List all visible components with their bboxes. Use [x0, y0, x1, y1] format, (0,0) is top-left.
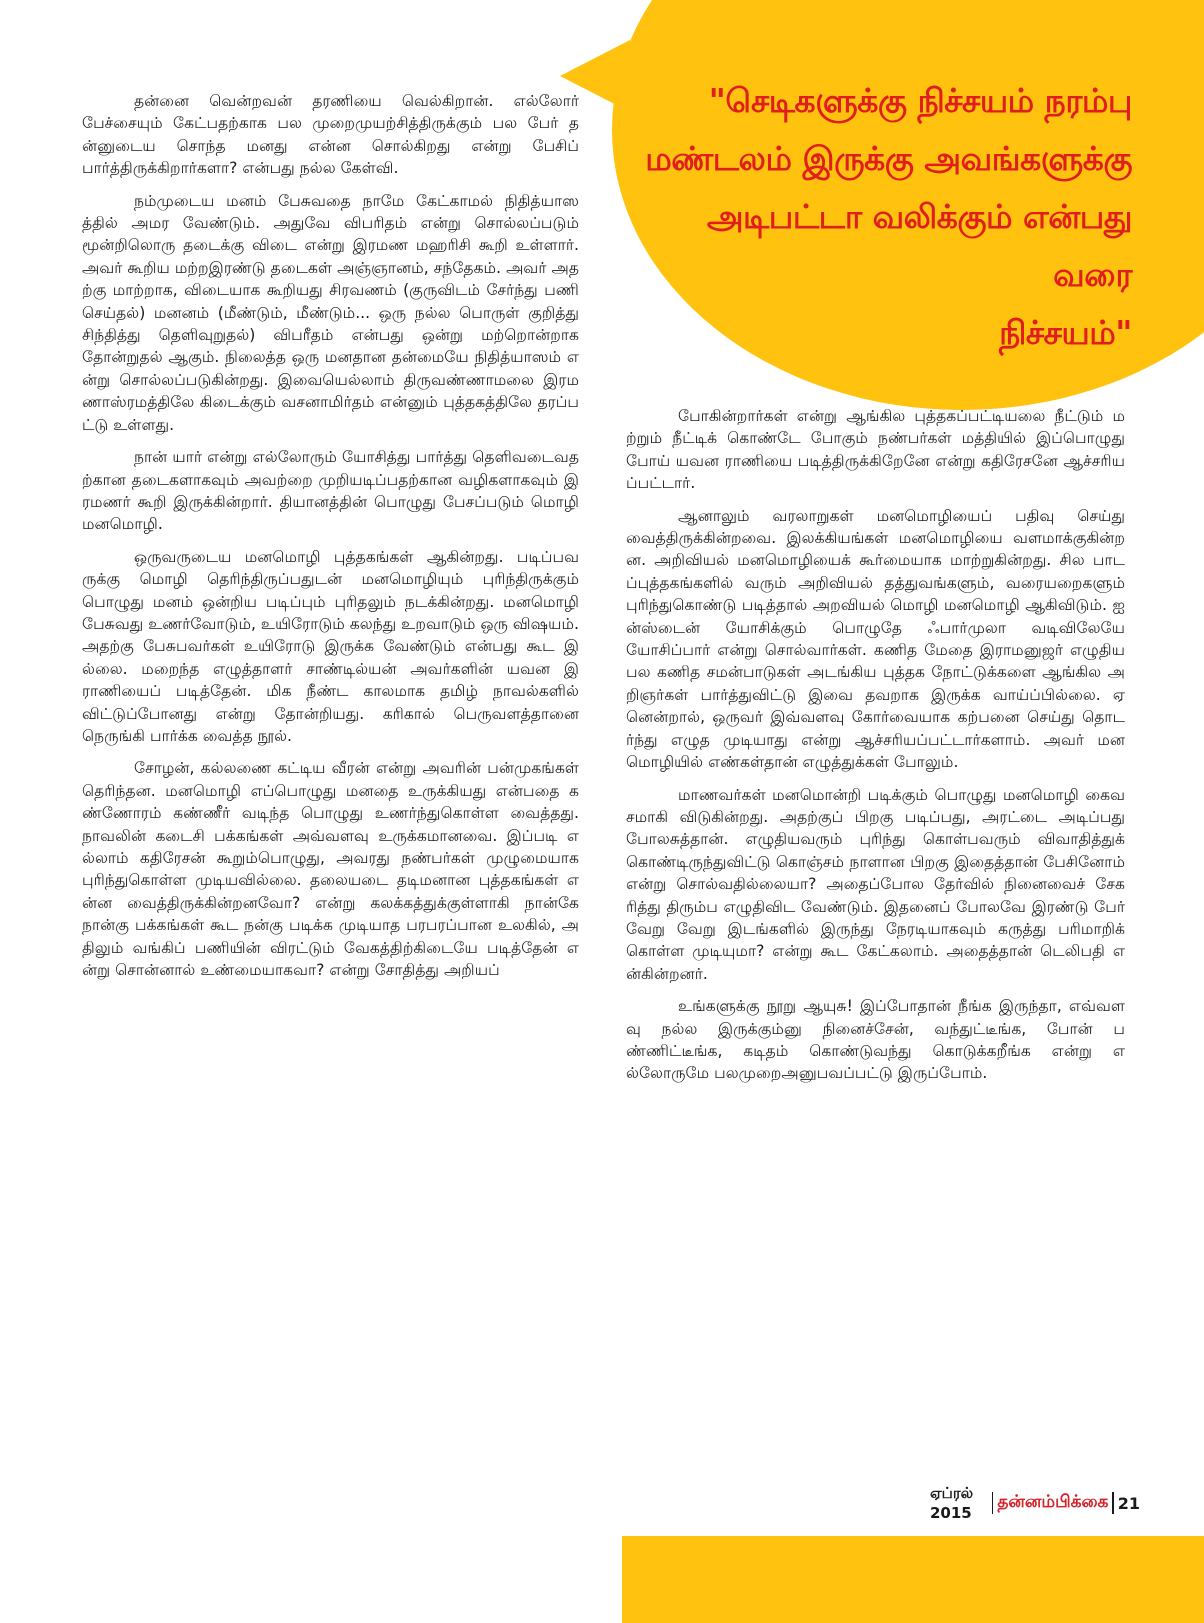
right-column [626, 405, 1125, 1095]
magazine-name: தன்னம்பிக்கை [997, 1492, 1109, 1512]
footer-divider [992, 1492, 993, 1514]
paragraph: உங்களுக்கு நூறு ஆயுசு! இப்போதான் நீங்க இருந்தா, எவ்வளவு நல்ல இருக்கும்னு நினைச்சேன், வந்துட்டீங்க, போன் பண்ணிட்டீங்க, கடிதம் கொண்டுவந்து கொடுக்கறீங்க என்று எல்லோருமே பலமுறைஅனுபவப்பட்டு இருப்போம். [626, 997, 1125, 1083]
pull-quote-line: "செடிகளுக்கு நிச்சயம் நரம்பு [708, 81, 1132, 120]
paragraph: நான் யார் என்று எல்லோரும் யோசித்து பார்த்து தெளிவடைவதற்கான தடைகளாகவும் அவற்றை முறியடிப்பதற்கான வழிகளாகவும் இரமணர் கூறி இருக்கின்றார். தியானத்தின் பொழுது பேசப்படும் மொழி மனமொழி. [82, 448, 579, 534]
paragraph: போகின்றார்கள் என்று ஆங்கில புத்தகப்பட்டியலை நீட்டும் மற்றும் நீட்டிக் கொண்டே போகும் நண்பர்கள் மத்தியில் இப்பொழுது போய் யவன ராணியை படித்திருக்கிறேனே என்று கதிரேசனே ஆச்சரியப்பட்டார். [626, 407, 1125, 493]
paragraph: ஒருவருடைய மனமொழி புத்தகங்கள் ஆகின்றது. படிப்பவருக்கு மொழி தெரிந்திருப்பதுடன் மனமொழியும் புரிந்திருக்கும் பொழுது மனம் ஒன்றிய படிப்பும் புரிதலும் நடக்கின்றது. மனமொழி பேசுவது உணர்வோடும், உயிரோடும் கலந்து உறவாடும் ஒரு விஷயம். அதற்கு பேசுபவர்கள் உயிரோடு இருக்க வேண்டும் என்பது கூட இல்லை. மறைந்த எழுத்தாளர் சாண்டில்யன் அவர்களின் யவன இராணியைப் படித்தேன். மிக நீண்ட காலமாக தமிழ் நாவல்களில் விட்டுப்போனது என்று தோன்றியது. கரிகால் பெருவளத்தானை நெருங்கி பார்க்க வைத்த நூல். [82, 547, 579, 745]
left-column [82, 90, 579, 991]
paragraph: மாணவர்கள் மனமொன்றி படிக்கும் பொழுது மனமொழி கைவசமாகி விடுகின்றது. அதற்குப் பிறகு படிப்பது, அரட்டை அடிப்பது போலசுத்தான். எழுதியவரும் புரிந்து கொள்பவரும் விவாதித்துக் கொண்டிருந்துவிட்டு கொஞ்சம் நாளான பிறகு இதைத்தான் பேசினோம் என்று சொல்வதில்லையா? அதைப்போல தேர்வில் நினைவைச் சேகரித்து திரும்ப எழுதிவிட வேண்டும். இதனைப் போலவே இரண்டு பேர் வேறு வேறு இடங்களில் இருந்து நேரடியாகவும் கருத்து பரிமாறிக் கொள்ள முடியுமா? என்று கூட கேட்கலாம். அதைத்தான் டெலிபதி என்கின்றனர். [626, 785, 1125, 983]
paragraph: சோழன், கல்லணை கட்டிய வீரன் என்று அவரின் பன்முகங்கள் தெரிந்தன. மனமொழி எப்பொழுது மனதை உருக்கியது என்பதை கண்ணோரம் கண்ணீர் வடிந்த பொழுது உணர்ந்துகொள்ள வைத்தது. நாவலின் கடைசி பக்கங்கள் அவ்வளவு உருக்கமானவை. இப்படி எல்லாம் கதிரேசன் கூறும்பொழுது, அவரது நண்பர்கள் முழுமையாக புரிந்துகொள்ள முடியவில்லை. தலையடை தடிமனான புத்தகங்கள் என்ன வைத்திருக்கின்றனவோ? என்று கலக்கத்துக்குள்ளாகி நான்கே நான்கு பக்கங்கள் கூட நன்கு படிக்க முடியாத பரபரப்பான உலகில், அதிலும் வங்கிப் பணியின் விரட்டும் வேகத்திற்கிடையே படித்தேன் என்று சொன்னால் உண்மையாகவா? என்று சோதித்து அறியப் [82, 759, 579, 980]
paragraph: ஆனாலும் வரலாறுகள் மனமொழியைப் பதிவு செய்து வைத்திருக்கின்றவை. இலக்கியங்கள் மனமொழியை வளமாக்குகின்றன. அறிவியல் மனமொழியைக் கூர்மையாக மாற்றுகின்றது. சில பாடப்புத்தகங்களில் வரும் அறிவியல் தத்துவங்களும், வரையறைகளும் புரிந்துகொண்டு படித்தால் அறவியல் மொழி மனமொழி ஆகிவிடும். ஐன்ஸ்டைன் யோசிக்கும் பொழுதே ஃபார்முலா வடிவிலேயே யோசிப்பார் என்று சொல்வார்கள். கணித மேதை இராமனுஜர் எழுதிய பல கணித சமன்பாடுகள் அடங்கிய புத்தக நோட்டுக்களை ஆங்கில அறிஞர்கள் பார்த்துவிட்டு இவை தவறாக இருக்க வாய்ப்பில்லை. ஏனென்றால், ஒருவர் இவ்வளவு கோர்வையாக கற்பனை செய்து தொடர்ந்து எழுத முடியாது என்று ஆச்சரியப்பட்டார்களாம். அவர் மனமொழியில் எண்கள்தான் எழுத்துக்கள் போலும். [626, 506, 1125, 772]
footer-divider [1112, 1492, 1113, 1514]
paragraph: தன்னை வென்றவன் தரணியை வெல்கிறான். எல்லோர் பேச்சையும் கேட்பதற்காக பல முறைமுயற்சித்திருக்கும் பல பேர் தன்னுடைய சொந்த மனது என்ன சொல்கிறது என்று பேசிப் பார்த்திருக்கிறார்களா? என்பது நல்ல கேள்வி. [82, 92, 579, 178]
paragraph: நம்முடைய மனம் பேசுவதை நாமே கேட்காமல் நிதித்யாஸத்தில் அமர வேண்டும். அதுவே விபரிதம் என்று சொல்லப்படும் மூன்றிலொரு தடைக்கு விடை என்று இரமண மஹரிசி கூறி உள்ளார். அவர் கூறிய மற்றஇரண்டு தடைகள் அஞ்ஞானம், சந்தேகம். அவர் அதற்கு மாற்றாக, விடையாக கூறியது சிரவணம் (குருவிடம் சேர்ந்து பணி செய்தல்) மனனம் (மீண்டும், மீண்டும்... ஒரு நல்ல பொருள் குறித்து சிந்தித்து தெளிவுறுதல்) விபரீதம் என்பது ஒன்று மற்றொன்றாக தோன்றுதல் ஆகும். நிலைத்த ஒரு மனதான தன்மையே நிதித்யாஸம் என்று சொல்லப்படுகின்றது. இவையெல்லாம் திருவண்ணாமலை இரமணாஸ்ரமத்திலே கிடைக்கும் வசனாமிர்தம் என்னும் புத்தகத்திலே தரப்பட்டு உள்ளது. [82, 191, 579, 434]
pull-quote-line: அடிபட்டா வலிக்கும் என்பது வரை [706, 197, 1132, 294]
pull-quote [622, 72, 1132, 362]
page-number: 21 [1117, 1493, 1140, 1513]
bottom-color-band [622, 1536, 1204, 1623]
page-footer [929, 1484, 1140, 1522]
pull-quote-line: நிச்சயம்" [999, 313, 1132, 352]
pull-quote-line: மண்டலம் இருக்கு அவங்களுக்கு [645, 139, 1132, 178]
issue-date: ஏப்ரல் 2015 [929, 1484, 974, 1522]
